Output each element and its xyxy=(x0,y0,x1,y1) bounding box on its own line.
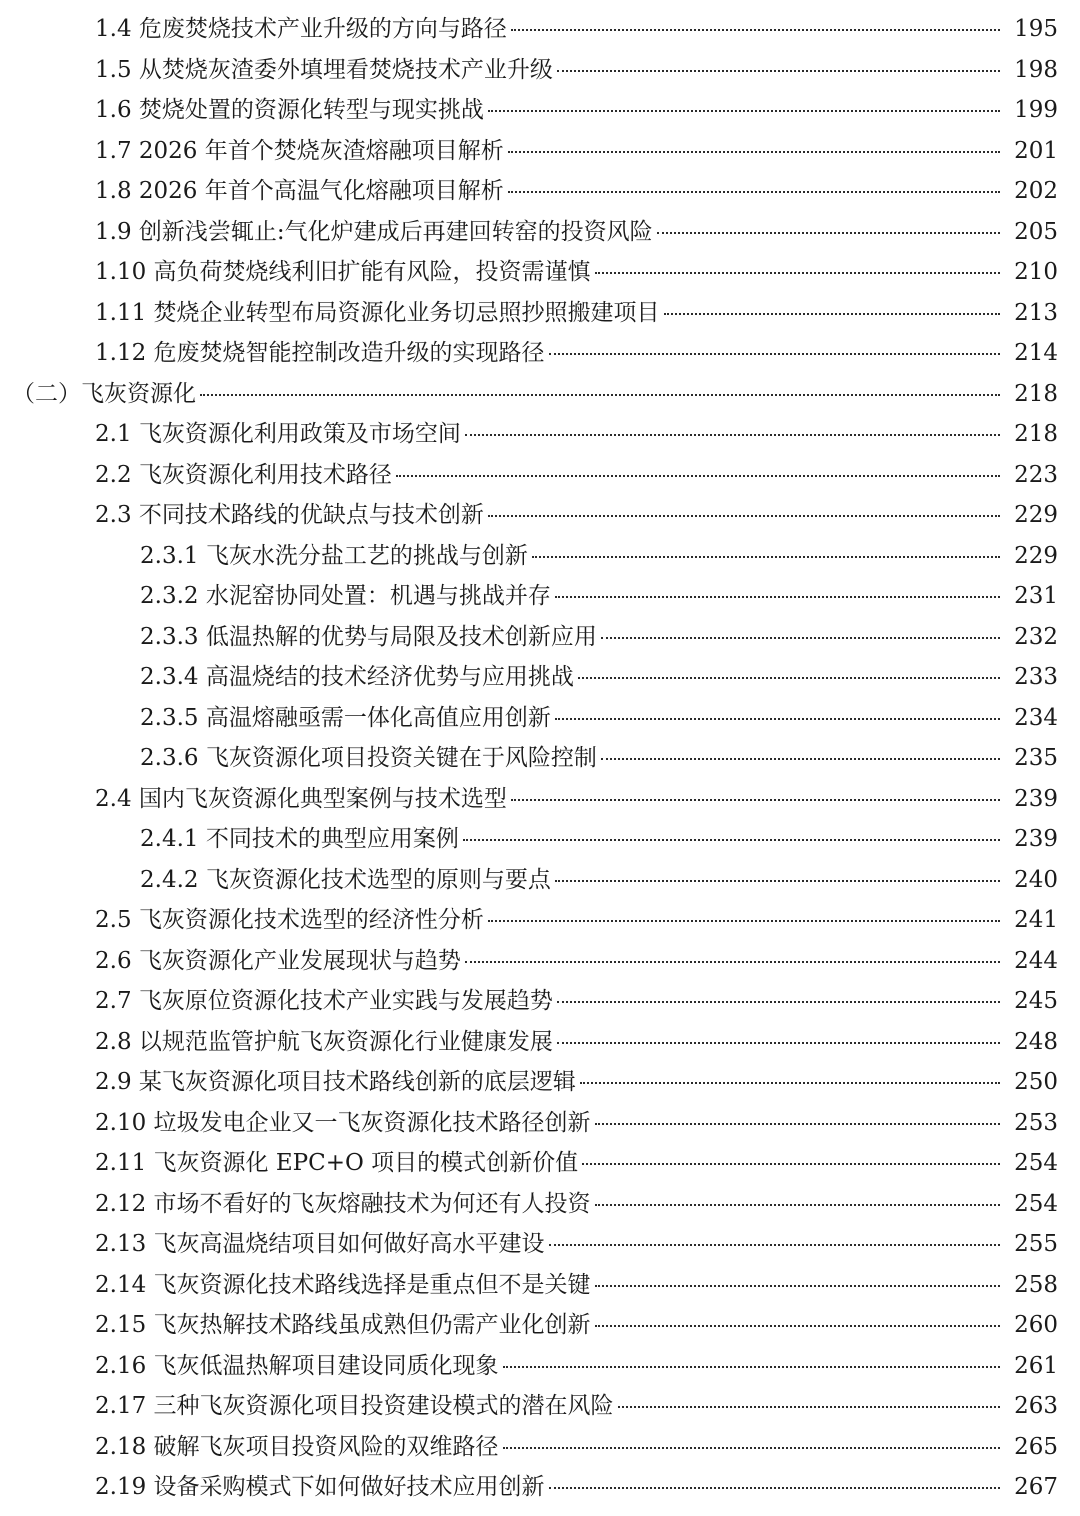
toc-entry[interactable] xyxy=(0,50,1080,91)
toc-entry-title: 2.3.1 飞灰水洗分盐工艺的挑战与创新 xyxy=(140,542,528,569)
toc-entry[interactable] xyxy=(0,131,1080,172)
toc-dot-leader xyxy=(595,1325,1000,1327)
toc-page-number: 229 xyxy=(1014,502,1058,528)
toc-entry-title: 1.4 危废焚烧技术产业升级的方向与路径 xyxy=(95,16,507,42)
toc-dot-leader xyxy=(557,70,1000,72)
toc-entry-title: 2.3 不同技术路线的优缺点与技术创新 xyxy=(95,502,484,528)
toc-entry-title: 2.3.5 高温熔融亟需一体化高值应用创新 xyxy=(140,704,551,731)
toc-entry-title: 2.5 飞灰资源化技术选型的经济性分析 xyxy=(95,907,484,933)
toc-entry[interactable] xyxy=(0,941,1080,982)
table-of-contents xyxy=(0,9,1080,1508)
toc-page-number: 218 xyxy=(1014,421,1058,447)
toc-entry-title: 2.9 某飞灰资源化项目技术路线创新的底层逻辑 xyxy=(95,1069,576,1095)
toc-dot-leader xyxy=(557,1001,1000,1003)
toc-page-number: 265 xyxy=(1014,1433,1058,1460)
toc-dot-leader xyxy=(578,677,1000,679)
toc-page-number: 240 xyxy=(1014,866,1058,893)
toc-entry-title: 2.6 飞灰资源化产业发展现状与趋势 xyxy=(95,947,461,974)
toc-entry[interactable] xyxy=(0,1143,1080,1184)
toc-entry-title: 1.9 创新浅尝辄止:气化炉建成后再建回转窑的投资风险 xyxy=(95,218,653,245)
toc-entry[interactable] xyxy=(0,981,1080,1022)
toc-page-number: 231 xyxy=(1014,583,1058,609)
toc-entry[interactable] xyxy=(0,1305,1080,1346)
toc-dot-leader xyxy=(555,880,1000,882)
toc-entry-title: 1.8 2026 年首个高温气化熔融项目解析 xyxy=(95,178,504,204)
toc-entry-title: 2.19 设备采购模式下如何做好技术应用创新 xyxy=(95,1474,545,1500)
toc-page-number: 201 xyxy=(1014,137,1058,164)
toc-entry[interactable] xyxy=(0,495,1080,536)
toc-dot-leader xyxy=(463,839,1000,841)
toc-entry[interactable] xyxy=(0,1103,1080,1144)
toc-entry[interactable] xyxy=(0,1265,1080,1306)
toc-dot-leader xyxy=(557,1042,1000,1044)
toc-page-number: 248 xyxy=(1014,1028,1058,1055)
toc-entry[interactable] xyxy=(0,738,1080,779)
toc-section-heading[interactable] xyxy=(0,374,1080,415)
toc-entry-title: 2.3.6 飞灰资源化项目投资关键在于风险控制 xyxy=(140,745,597,771)
toc-entry[interactable] xyxy=(0,293,1080,334)
toc-entry[interactable] xyxy=(0,819,1080,860)
toc-dot-leader xyxy=(618,1406,1000,1408)
toc-entry-title: 1.5 从焚烧灰渣委外填埋看焚烧技术产业升级 xyxy=(95,56,553,83)
toc-dot-leader xyxy=(657,232,1000,234)
toc-dot-leader xyxy=(601,758,1000,760)
toc-dot-leader xyxy=(549,1244,1000,1246)
toc-entry-title: 2.18 破解飞灰项目投资风险的双维路径 xyxy=(95,1433,499,1460)
toc-dot-leader xyxy=(549,353,1000,355)
toc-entry[interactable] xyxy=(0,536,1080,577)
toc-page-number: 255 xyxy=(1014,1231,1058,1257)
toc-page-number: 244 xyxy=(1014,947,1058,974)
toc-dot-leader xyxy=(511,29,1000,31)
toc-entry-title: 2.4.1 不同技术的典型应用案例 xyxy=(140,826,459,852)
toc-entry[interactable] xyxy=(0,1467,1080,1508)
toc-entry-title: 2.11 飞灰资源化 EPC+O 项目的模式创新价值 xyxy=(95,1150,579,1176)
toc-page-number: 223 xyxy=(1014,461,1058,488)
toc-page-number: 267 xyxy=(1014,1474,1058,1500)
toc-entry-title: 2.12 市场不看好的飞灰熔融技术为何还有人投资 xyxy=(95,1190,591,1217)
toc-entry-title: 2.13 飞灰高温烧结项目如何做好高水平建设 xyxy=(95,1231,545,1257)
toc-dot-leader xyxy=(508,151,1000,153)
toc-dot-leader xyxy=(503,1447,1000,1449)
toc-dot-leader xyxy=(465,961,1000,963)
toc-entry-title: 2.4.2 飞灰资源化技术选型的原则与要点 xyxy=(140,866,551,893)
toc-page-number: 233 xyxy=(1014,664,1058,690)
toc-dot-leader xyxy=(503,1366,1000,1368)
toc-entry-title: 2.14 飞灰资源化技术路线选择是重点但不是关键 xyxy=(95,1271,591,1298)
toc-dot-leader xyxy=(601,637,1000,639)
toc-entry-title: 2.2 飞灰资源化利用技术路径 xyxy=(95,461,392,488)
toc-entry[interactable] xyxy=(0,1022,1080,1063)
toc-entry[interactable] xyxy=(0,333,1080,374)
toc-entry[interactable] xyxy=(0,414,1080,455)
toc-page-number: 205 xyxy=(1014,218,1058,245)
toc-page-number: 261 xyxy=(1014,1352,1058,1379)
toc-entry[interactable] xyxy=(0,1346,1080,1387)
toc-entry-title: 2.4 国内飞灰资源化典型案例与技术选型 xyxy=(95,785,507,812)
toc-dot-leader xyxy=(465,434,1000,436)
toc-page-number: 254 xyxy=(1014,1150,1058,1176)
toc-entry[interactable] xyxy=(0,1062,1080,1103)
toc-page-number: 195 xyxy=(1014,16,1058,42)
toc-entry-title: 2.8 以规范监管护航飞灰资源化行业健康发展 xyxy=(95,1028,553,1055)
toc-entry-title: 1.11 焚烧企业转型布局资源化业务切忌照抄照搬建项目 xyxy=(95,299,660,326)
toc-page-number: 210 xyxy=(1014,259,1058,285)
toc-entry-title: 2.10 垃圾发电企业又一飞灰资源化技术路径创新 xyxy=(95,1109,591,1136)
toc-page-number: 213 xyxy=(1014,299,1058,326)
toc-entry-title: 2.7 飞灰原位资源化技术产业实践与发展趋势 xyxy=(95,988,553,1014)
toc-dot-leader xyxy=(396,475,1000,477)
toc-entry[interactable] xyxy=(0,90,1080,131)
toc-dot-leader xyxy=(200,394,1000,396)
toc-page-number: 229 xyxy=(1014,542,1058,569)
toc-dot-leader xyxy=(664,313,1000,315)
toc-entry[interactable] xyxy=(0,657,1080,698)
toc-dot-leader xyxy=(595,1204,1000,1206)
toc-page-number: 198 xyxy=(1014,56,1058,83)
toc-entry-title: （二）飞灰资源化 xyxy=(12,380,196,407)
toc-dot-leader xyxy=(595,1285,1000,1287)
toc-entry[interactable] xyxy=(0,860,1080,901)
toc-entry[interactable] xyxy=(0,900,1080,941)
toc-page-number: 263 xyxy=(1014,1393,1058,1419)
toc-dot-leader xyxy=(488,920,1000,922)
toc-page-number: 199 xyxy=(1014,97,1058,123)
toc-page-number: 241 xyxy=(1014,907,1058,933)
toc-entry-title: 1.10 高负荷焚烧线利旧扩能有风险，投资需谨慎 xyxy=(95,259,591,285)
toc-entry[interactable] xyxy=(0,617,1080,658)
toc-page-number: 232 xyxy=(1014,623,1058,650)
toc-page-number: 254 xyxy=(1014,1190,1058,1217)
toc-dot-leader xyxy=(511,799,1000,801)
toc-entry[interactable] xyxy=(0,252,1080,293)
toc-entry-title: 2.3.3 低温热解的优势与局限及技术创新应用 xyxy=(140,623,597,650)
toc-page-number: 214 xyxy=(1014,340,1058,366)
toc-entry-title: 1.12 危废焚烧智能控制改造升级的实现路径 xyxy=(95,340,545,366)
toc-entry[interactable] xyxy=(0,9,1080,50)
toc-page-number: 218 xyxy=(1014,380,1058,407)
toc-entry-title: 1.7 2026 年首个焚烧灰渣熔融项目解析 xyxy=(95,137,504,164)
toc-page-number: 202 xyxy=(1014,178,1058,204)
toc-page-number: 239 xyxy=(1014,826,1058,852)
toc-dot-leader xyxy=(580,1082,1000,1084)
toc-entry[interactable] xyxy=(0,1427,1080,1468)
toc-entry[interactable] xyxy=(0,698,1080,739)
toc-dot-leader xyxy=(549,1487,1000,1489)
toc-entry[interactable] xyxy=(0,455,1080,496)
toc-entry[interactable] xyxy=(0,1184,1080,1225)
toc-entry[interactable] xyxy=(0,171,1080,212)
toc-dot-leader xyxy=(582,1163,1000,1165)
toc-entry-title: 2.3.2 水泥窑协同处置：机遇与挑战并存 xyxy=(140,583,551,609)
toc-dot-leader xyxy=(488,110,1000,112)
toc-entry-title: 2.17 三种飞灰资源化项目投资建设模式的潜在风险 xyxy=(95,1393,614,1419)
toc-page-number: 260 xyxy=(1014,1312,1058,1338)
toc-dot-leader xyxy=(532,556,1000,558)
toc-dot-leader xyxy=(555,596,1000,598)
toc-entry[interactable] xyxy=(0,212,1080,253)
toc-entry[interactable] xyxy=(0,779,1080,820)
toc-entry-title: 2.16 飞灰低温热解项目建设同质化现象 xyxy=(95,1352,499,1379)
toc-dot-leader xyxy=(595,1123,1000,1125)
toc-entry-title: 1.6 焚烧处置的资源化转型与现实挑战 xyxy=(95,97,484,123)
toc-dot-leader xyxy=(555,718,1000,720)
toc-page-number: 239 xyxy=(1014,785,1058,812)
toc-dot-leader xyxy=(488,515,1000,517)
toc-dot-leader xyxy=(595,272,1000,274)
toc-page-number: 245 xyxy=(1014,988,1058,1014)
toc-entry[interactable] xyxy=(0,1386,1080,1427)
toc-page-number: 234 xyxy=(1014,704,1058,731)
toc-entry-title: 2.1 飞灰资源化利用政策及市场空间 xyxy=(95,421,461,447)
toc-entry-title: 2.3.4 高温烧结的技术经济优势与应用挑战 xyxy=(140,664,574,690)
toc-page-number: 235 xyxy=(1014,745,1058,771)
toc-entry[interactable] xyxy=(0,1224,1080,1265)
toc-dot-leader xyxy=(508,191,1000,193)
toc-page-number: 253 xyxy=(1014,1109,1058,1136)
toc-entry-title: 2.15 飞灰热解技术路线虽成熟但仍需产业化创新 xyxy=(95,1312,591,1338)
toc-entry[interactable] xyxy=(0,576,1080,617)
toc-page-number: 250 xyxy=(1014,1069,1058,1095)
toc-page-number: 258 xyxy=(1014,1271,1058,1298)
